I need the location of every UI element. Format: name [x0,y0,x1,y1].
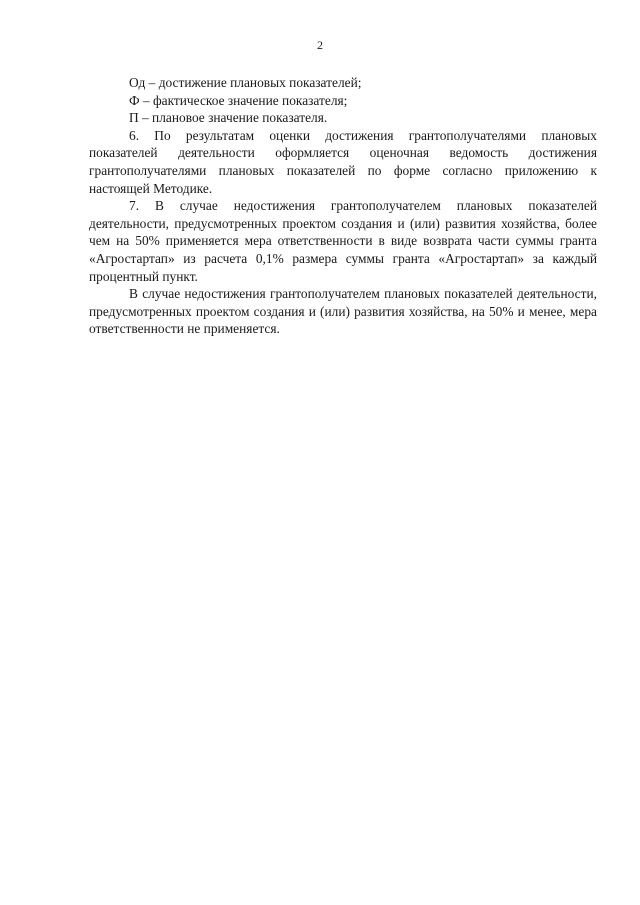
definition-od: Од – достижение плановых показателей; [129,75,362,90]
document-body [89,74,597,338]
definition-f: Ф – фактическое значение показателя; [129,92,348,108]
definition-p: П – плановое значение показателя. [129,110,328,126]
page-number: 2 [317,38,323,52]
clause-7: 7. В случае недостижения грантополучателем плановых показателей деятельности, предусмотренных проектом создания и (или) развития хозяйства, более чем на 50% применяется мера ответственности в виде возврата части суммы гранта «Агростартап» из расчета 0,1% размера суммы гранта «Агростартап» за каждый процентный пункт. [89,198,597,284]
clause-7-exception: В случае недостижения грантополучателем плановых показателей деятельности, предусмотренных проектом создания и (или) развития хозяйства, на 50% и менее, мера ответственности не применяется. [89,286,597,337]
clause-6: 6. По результатам оценки достижения грантополучателями плановых показателей деятельности оформляется оценочная ведомость достижения грантополучателями плановых показателей по форме согласно приложению к настоящей Методике. [89,127,597,196]
